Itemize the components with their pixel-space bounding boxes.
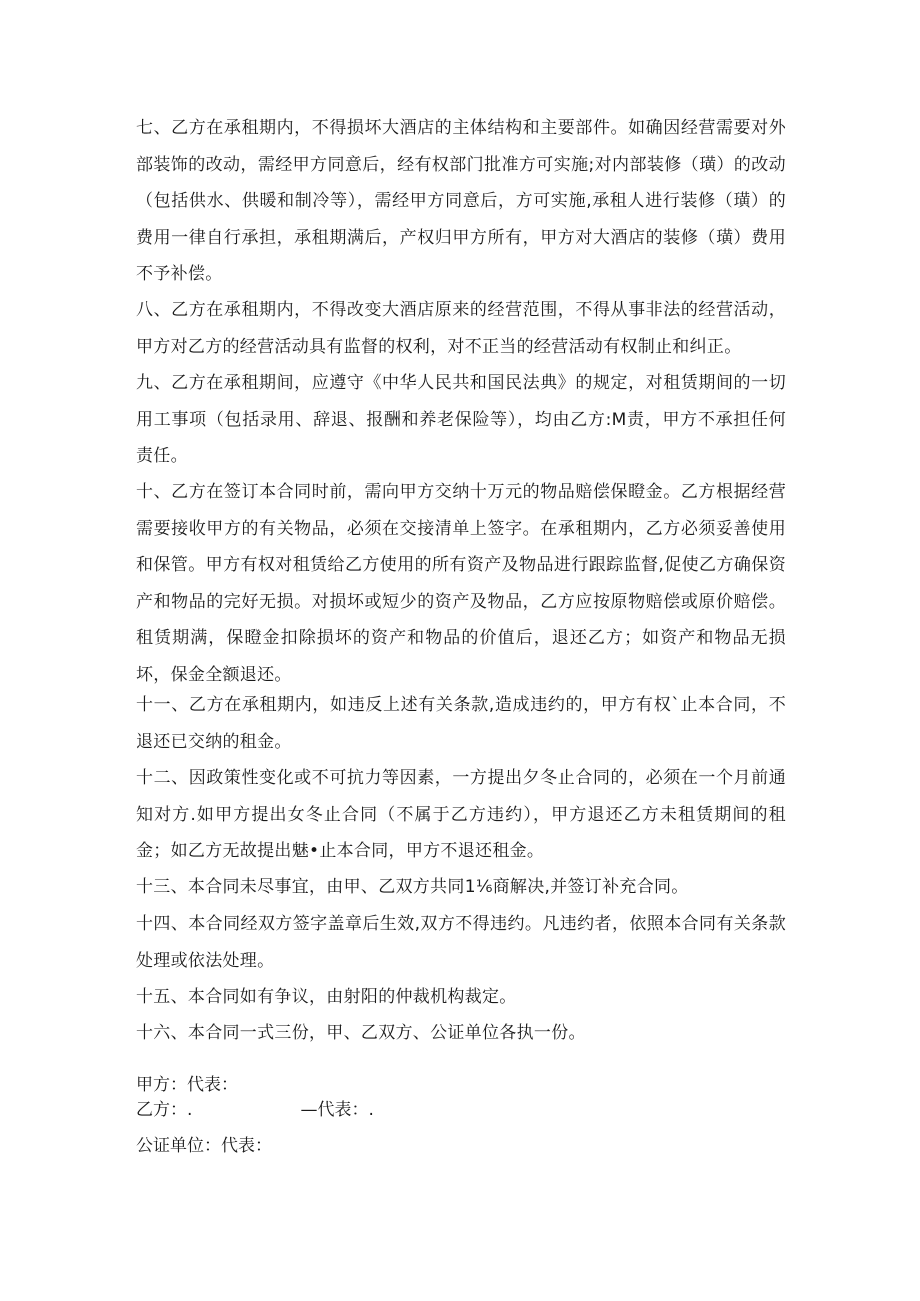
clause-9: 九、乙方在承租期间，应遵守《中华人民共和国民法典》的规定，对租赁期间的一切用工事项（包括录用、辞退、报酬和养老保险等），均由乙方:M责，甲方不承担任何责任。 xyxy=(136,373,786,466)
clause-10: 十、乙方在签订本合同时前，需向甲方交纳十万元的物品赔偿保瞪金。乙方根据经营需要接收甲方的有关物品，必须在交接清单上签字。在承租期内，乙方必须妥善使用和保管。甲方有权对租赁给乙方使用的所有资产及物品进行跟踪监督,促使乙方确保资产和物品的完好无损。对损坏或短少的资产及物品，乙方应按原物赔偿或原价赔偿。租赁期满，保瞪金扣除损坏的资产和物品的价值后，退还乙方；如资产和物品无损坏，保金全额退还。 xyxy=(136,482,786,685)
clause-13: 十三、本合同未尽事宜，由甲、乙双方共同1⅙商解决,并签订补充合同。 xyxy=(136,877,689,897)
clause-11: 十一、乙方在承租期内，如违反上述有关条款,造成违约的，甲方有权`止本合同，不退还已交纳的租金。 xyxy=(136,695,786,752)
clause-7: 七、乙方在承租期内，不得损坏大酒店的主体结构和主要部件。如确因经营需要对外部装饰的改动，需经甲方同意后，经有权部门批准方可实施;对内部装修（璜）的改动（包括供水、供暖和制冷等），需经甲方同意后，方可实施,承租人进行装修（璜）的费用一律自行承担，承租期满后，产权归甲方所有，甲方对大酒店的装修（璜）费用不予补偿。 xyxy=(136,118,786,284)
clause-16: 十六、本合同一式三份，甲、乙双方、公证单位各执一份。 xyxy=(136,1023,586,1043)
signature-party-b: 乙方：. —代表：. xyxy=(136,1100,374,1120)
signature-party-a: 甲方：代表： xyxy=(136,1075,238,1095)
clause-14: 十四、本合同经双方签字盖章后生效,双方不得违约。凡违约者，依照本合同有关条款处理或依法处理。 xyxy=(136,914,786,971)
clause-15: 十五、本合同如有争议，由射阳的仲裁机构裁定。 xyxy=(136,987,517,1007)
signature-notary: 公证单位：代表： xyxy=(136,1136,272,1156)
clause-8: 八、乙方在承租期内，不得改变大酒店原来的经营范围，不得从事非法的经营活动，甲方对乙方的经营活动具有监督的权利，对不正当的经营活动有权制止和纠正。 xyxy=(136,300,786,357)
clause-12: 十二、因政策性变化或不可抗力等因素，一方提出夕冬止合同的，必须在一个月前通知对方.如甲方提出女冬止合同（不属于乙方违约），甲方退还乙方未租赁期间的租金；如乙方无故提出魅•止本合同，甲方不退还租金。 xyxy=(136,768,786,861)
